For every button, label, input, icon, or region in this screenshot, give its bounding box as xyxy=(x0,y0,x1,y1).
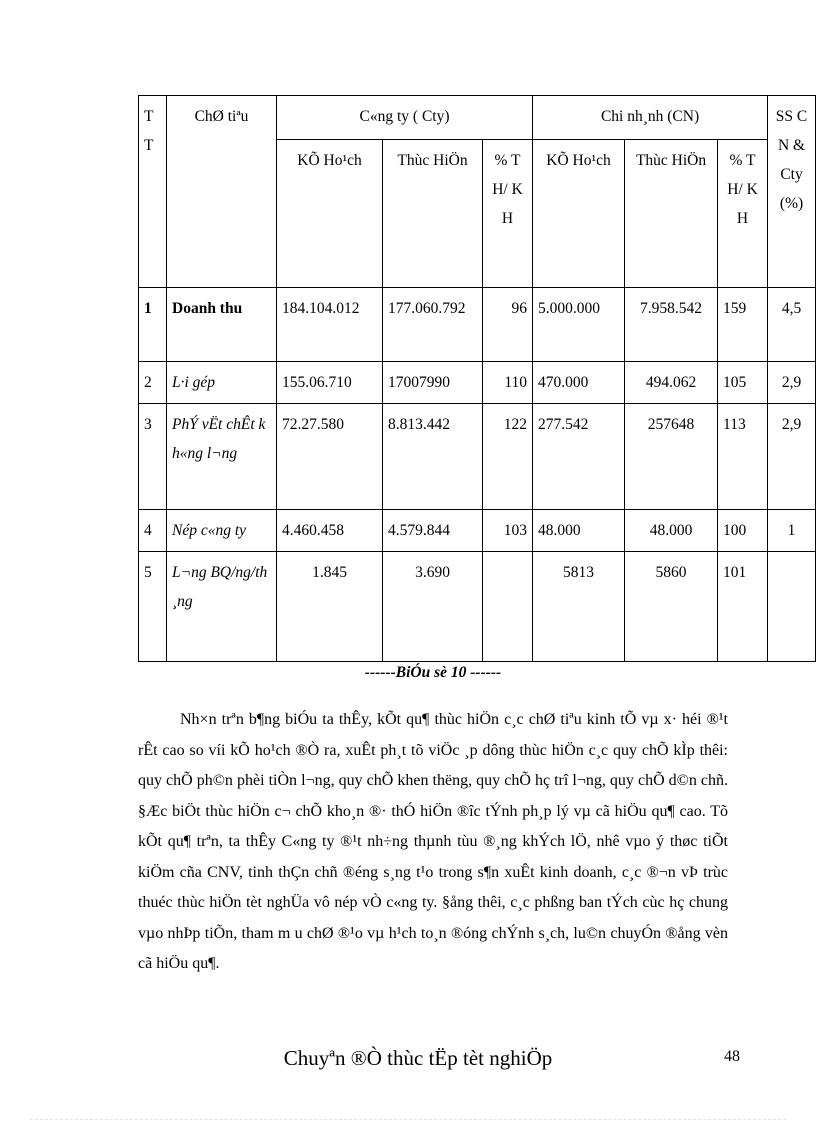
row-cty-thuc-hien: 177.060.792 xyxy=(383,288,483,362)
table-row xyxy=(139,404,816,510)
row-cty-thuc-hien: 4.579.844 xyxy=(383,510,483,552)
header-tt: T T xyxy=(139,96,167,288)
row-name: L¬ng BQ/ng/th¸ng xyxy=(167,552,277,662)
table-row xyxy=(139,362,816,404)
row-cn-thuc-hien: 7.958.542 xyxy=(625,288,718,362)
row-cty-thuc-hien: 8.813.442 xyxy=(383,404,483,510)
table-header-row xyxy=(139,96,816,140)
row-cty-pct xyxy=(483,552,533,662)
page-bottom-divider xyxy=(30,1119,786,1120)
row-cty-ke-hoach: 4.460.458 xyxy=(277,510,383,552)
row-cty-ke-hoach: 155.06.710 xyxy=(277,362,383,404)
row-cty-ke-hoach: 1.845 xyxy=(277,552,383,662)
results-table xyxy=(138,95,816,662)
table-row xyxy=(139,288,816,362)
page-number: 48 xyxy=(724,1048,740,1065)
row-cn-thuc-hien: 48.000 xyxy=(625,510,718,552)
header-cty-ke-hoach: KÕ Ho¹ch xyxy=(277,140,383,288)
row-cn-thuc-hien: 257648 xyxy=(625,404,718,510)
row-cty-thuc-hien: 3.690 xyxy=(383,552,483,662)
row-tt: 3 xyxy=(139,404,167,510)
row-cty-thuc-hien: 17007990 xyxy=(383,362,483,404)
row-tt: 1 xyxy=(139,288,167,362)
footer-title: Chuyªn ®Ò thùc tËp tèt nghiÖp xyxy=(283,1046,553,1070)
row-ss: 2,9 xyxy=(768,362,816,404)
row-cn-ke-hoach: 470.000 xyxy=(533,362,625,404)
header-cn-pct: % TH/ KH xyxy=(718,140,768,288)
row-cty-ke-hoach: 184.104.012 xyxy=(277,288,383,362)
row-name: Nép c«ng ty xyxy=(167,510,277,552)
row-tt: 4 xyxy=(139,510,167,552)
table-caption: ------BiÓu sè 10 ------ xyxy=(364,664,502,681)
header-cn-ke-hoach: KÕ Ho¹ch xyxy=(533,140,625,288)
row-cty-pct: 103 xyxy=(483,510,533,552)
header-cty-thuc-hien: Thùc HiÖn xyxy=(383,140,483,288)
row-name: L·i gép xyxy=(167,362,277,404)
row-ss xyxy=(768,552,816,662)
row-cn-pct: 101 xyxy=(718,552,768,662)
row-cty-pct: 96 xyxy=(483,288,533,362)
row-cn-thuc-hien: 494.062 xyxy=(625,362,718,404)
row-cn-pct: 159 xyxy=(718,288,768,362)
row-cn-pct: 100 xyxy=(718,510,768,552)
row-ss: 1 xyxy=(768,510,816,552)
header-cty-pct: % TH/ KH xyxy=(483,140,533,288)
row-ss: 4,5 xyxy=(768,288,816,362)
row-name: PhÝ vËt chÊt kh«ng l¬ng xyxy=(167,404,277,510)
row-ss: 2,9 xyxy=(768,404,816,510)
header-ss: SS CN & Cty (%) xyxy=(768,96,816,288)
row-cn-thuc-hien: 5860 xyxy=(625,552,718,662)
row-cn-ke-hoach: 277.542 xyxy=(533,404,625,510)
row-cty-pct: 122 xyxy=(483,404,533,510)
header-chi-tieu: ChØ tiªu xyxy=(167,96,277,288)
table-row xyxy=(139,552,816,662)
row-cn-ke-hoach: 48.000 xyxy=(533,510,625,552)
table-row xyxy=(139,510,816,552)
row-name: Doanh thu xyxy=(167,288,277,362)
row-cty-ke-hoach: 72.27.580 xyxy=(277,404,383,510)
row-cn-pct: 113 xyxy=(718,404,768,510)
row-cn-ke-hoach: 5.000.000 xyxy=(533,288,625,362)
row-cty-pct: 110 xyxy=(483,362,533,404)
row-cn-pct: 105 xyxy=(718,362,768,404)
body-paragraph: Nh×n trªn b¶ng biÓu ta thÊy, kÕt qu¶ thùc hiÖn c¸c chØ tiªu kinh tÕ vµ x· héi ®¹t rÊt cao so víi kÕ ho¹ch ®Ò ra, xuÊt ph¸t tõ viÖc ¸p dông thùc hiÖn c¸c quy chÕ kÌp thêi: quy chÕ ph©n phèi tiÒn l¬ng, quy chÕ khen thëng, quy chÕ hç trî l¬ng, quy chÕ d©n chñ. §Æc biÖt thùc hiÖn c¬ chÕ kho¸n ®· thÓ hiÖn ®îc tÝnh ph¸p lý vµ cã hiÖu qu¶ cao. Tõ kÕt qu¶ trªn, ta thÊy C«ng ty ®¹t nh÷ng thµnh tùu ®¸ng khÝch lÖ, nhê vµo ý thøc tiÕt kiÖm cña CNV, tinh thÇn chñ ®éng s¸ng t¹o trong s¶n xuÊt kinh doanh, c¸c ®¬n vÞ trùc thuéc thùc hiÖn tèt nghÜa vô nép vÒ c«ng ty. §ång thêi, c¸c phßng ban tÝch cùc hç chung vµo nhÞp tiÕn, tham m u chØ ®¹o vµ h¹ch to¸n ®óng chÝnh s¸ch, lu©n chuyÓn ®ång vèn cã hiÖu qu¶. xyxy=(138,711,728,972)
header-chi-nhanh: Chi nh¸nh (CN) xyxy=(533,96,768,140)
row-tt: 2 xyxy=(139,362,167,404)
header-cn-thuc-hien: Thùc HiÖn xyxy=(625,140,718,288)
row-tt: 5 xyxy=(139,552,167,662)
row-cn-ke-hoach: 5813 xyxy=(533,552,625,662)
header-cong-ty: C«ng ty ( Cty) xyxy=(277,96,533,140)
